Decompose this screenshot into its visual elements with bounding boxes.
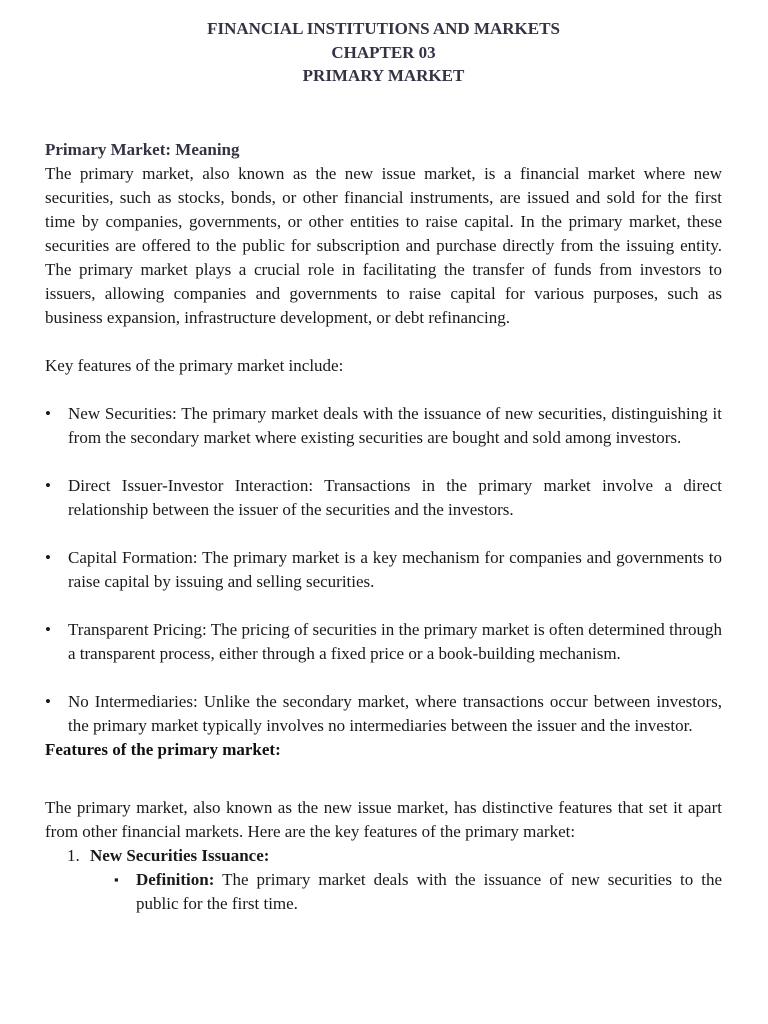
key-features-intro: Key features of the primary market include: [45, 355, 344, 375]
sub-item-text: The primary market deals with the issuance of new securities to the public for the first time. [136, 869, 722, 913]
list-item [45, 474, 722, 522]
list-item [45, 690, 722, 738]
item-title: New Securities Issuance: [90, 845, 270, 865]
meaning-paragraph: The primary market, also known as the new issue market, is a financial market where new securities, such as stocks, bonds, or other financial instruments, are issued and sold for the first time by companies, governments, or other entities to raise capital. In the primary market, these securities are offered to the public for subscription and purchase directly from the issuing entity. The primary market plays a crucial role in facilitating the transfer of funds from investors to issuers, allowing companies and governments to raise capital for various purposes, such as business expansion, infrastructure development, or debt refinancing. [45, 163, 722, 327]
section-heading-meaning: Primary Market: Meaning [45, 139, 240, 159]
key-features-list [45, 402, 722, 738]
item-number: 1. [67, 845, 80, 865]
numbered-item [45, 844, 722, 916]
bullet-icon: • [45, 691, 51, 711]
square-bullet-icon: ▪ [114, 871, 119, 887]
features-paragraph: The primary market, also known as the new issue market, has distinctive features that set it apart from other financial markets. Here are the key features of the primary market: [45, 797, 722, 841]
list-item [45, 618, 722, 666]
document-page [45, 17, 722, 916]
numbered-features-list [45, 844, 722, 916]
list-item [45, 546, 722, 594]
feature-text: Direct Issuer-Investor Interaction: Transactions in the primary market involve a direct relationship between the issuer of the securities and the investors. [68, 475, 722, 519]
sub-item-label: Definition: [136, 869, 215, 889]
document-header [45, 17, 722, 88]
feature-text: New Securities: The primary market deals with the issuance of new securities, distinguishing it from the secondary market where existing securities are bought and sold among investors. [68, 403, 722, 447]
sub-list [90, 868, 722, 916]
bullet-icon: • [45, 475, 51, 495]
bullet-icon: • [45, 619, 51, 639]
header-chapter: CHAPTER 03 [331, 42, 436, 62]
header-chapter-title: PRIMARY MARKET [302, 66, 465, 85]
bullet-icon: • [45, 403, 51, 423]
header-course-title: FINANCIAL INSTITUTIONS AND MARKETS [207, 19, 560, 38]
bullet-icon: • [45, 547, 51, 567]
feature-text: Capital Formation: The primary market is a key mechanism for companies and governments to raise capital by issuing and selling securities. [68, 547, 722, 591]
feature-text: No Intermediaries: Unlike the secondary market, where transactions occur between investors, the primary market typically involves no intermediaries between the issuer and the investor. [68, 691, 722, 735]
section-heading-features: Features of the primary market: [45, 739, 281, 759]
sub-list-item [90, 868, 722, 916]
list-item [45, 402, 722, 450]
feature-text: Transparent Pricing: The pricing of securities in the primary market is often determined through a transparent process, either through a fixed price or a book-building mechanism. [68, 619, 722, 663]
